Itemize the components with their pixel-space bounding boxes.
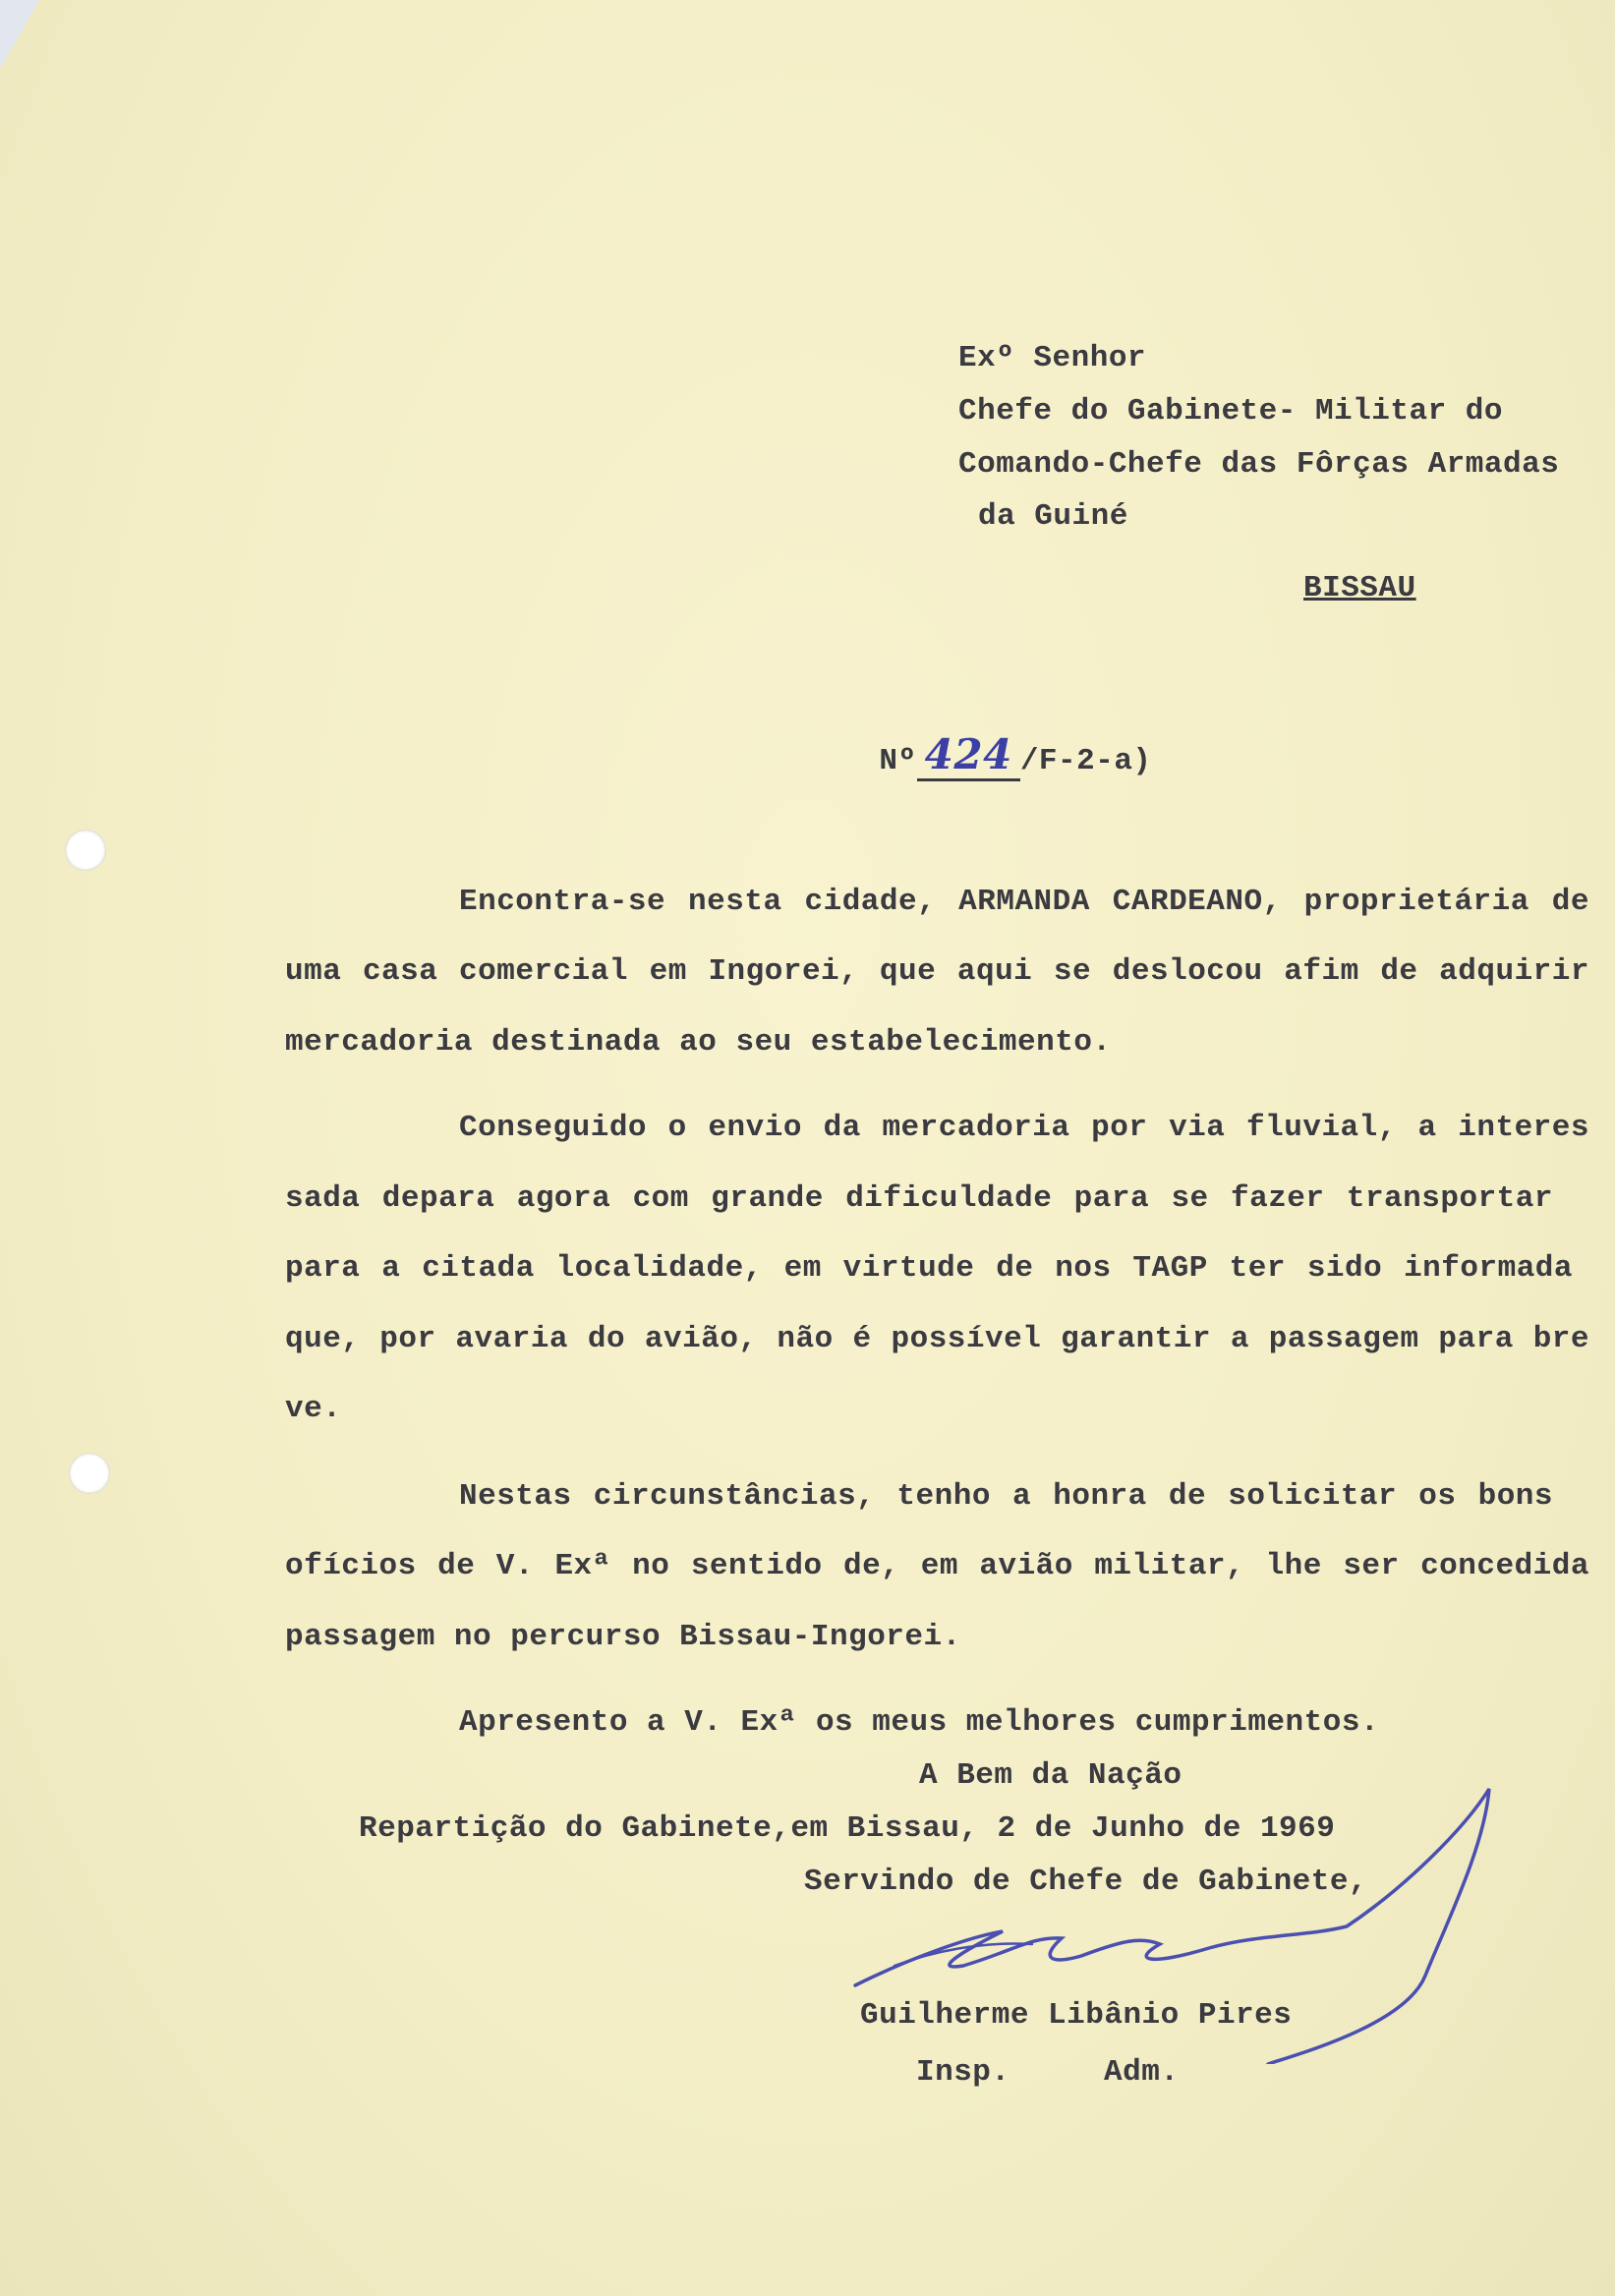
closing-greeting: Apresento a V. Exª os meus melhores cumprimentos. — [459, 1705, 1380, 1740]
reference-number-box — [917, 730, 1020, 781]
closing-role: Servindo de Chefe de Gabinete, — [804, 1865, 1368, 1899]
reference-prefix: Nº — [879, 744, 917, 778]
body-p3-line-1: Nestas circunstâncias, tenho a honra de solicitar os bons — [459, 1479, 1553, 1514]
folded-corner — [0, 0, 39, 69]
body-p3-line-3: passagem no percurso Bissau-Ingorei. — [285, 1620, 961, 1654]
body-p2-line-1: Conseguido o envio da mercadoria por via fluvial, a interes — [459, 1111, 1589, 1145]
closing-motto: A Bem da Nação — [919, 1758, 1182, 1793]
addressee-line-3: Comando-Chefe das Fôrças Armadas — [958, 447, 1560, 482]
addressee-line-2: Chefe do Gabinete- Militar do — [958, 394, 1503, 429]
signatory-title: Insp. Adm. — [916, 2055, 1180, 2090]
body-p2-line-5: ve. — [285, 1392, 342, 1426]
reference-number — [804, 696, 1152, 816]
body-p2-line-3: para a citada localidade, em virtude de nos TAGP ter sido informada — [285, 1251, 1573, 1286]
body-p1-line-2: uma casa comercial em Ingorei, que aqui se deslocou afim de adquirir — [285, 954, 1589, 989]
body-p2-line-4: que, por avaria do avião, não é possível garantir a passagem para bre — [285, 1322, 1589, 1356]
addressee-line-4: da Guiné — [978, 499, 1128, 534]
body-p1-line-3: mercadoria destinada ao seu estabelecimento. — [285, 1025, 1112, 1060]
body-p3-line-2: ofícios de V. Exª no sentido de, em avião militar, lhe ser concedida — [285, 1549, 1589, 1583]
addressee-line-1: Exº Senhor — [958, 341, 1147, 375]
reference-suffix: /F-2-a) — [1019, 744, 1152, 778]
addressee-city: BISSAU — [1303, 571, 1416, 605]
closing-place-date: Repartição do Gabinete,em Bissau, 2 de Junho de 1969 — [359, 1811, 1336, 1846]
punch-hole-bottom — [69, 1453, 110, 1494]
body-p2-line-2: sada depara agora com grande dificuldade para se fazer transportar — [285, 1181, 1553, 1216]
punch-hole-top — [65, 830, 106, 871]
body-p1-line-1: Encontra-se nesta cidade, ARMANDA CARDEANO, proprietária de — [459, 885, 1589, 919]
reference-handwritten-number: 424 — [924, 730, 1012, 778]
signatory-name: Guilherme Libânio Pires — [860, 1998, 1293, 2033]
